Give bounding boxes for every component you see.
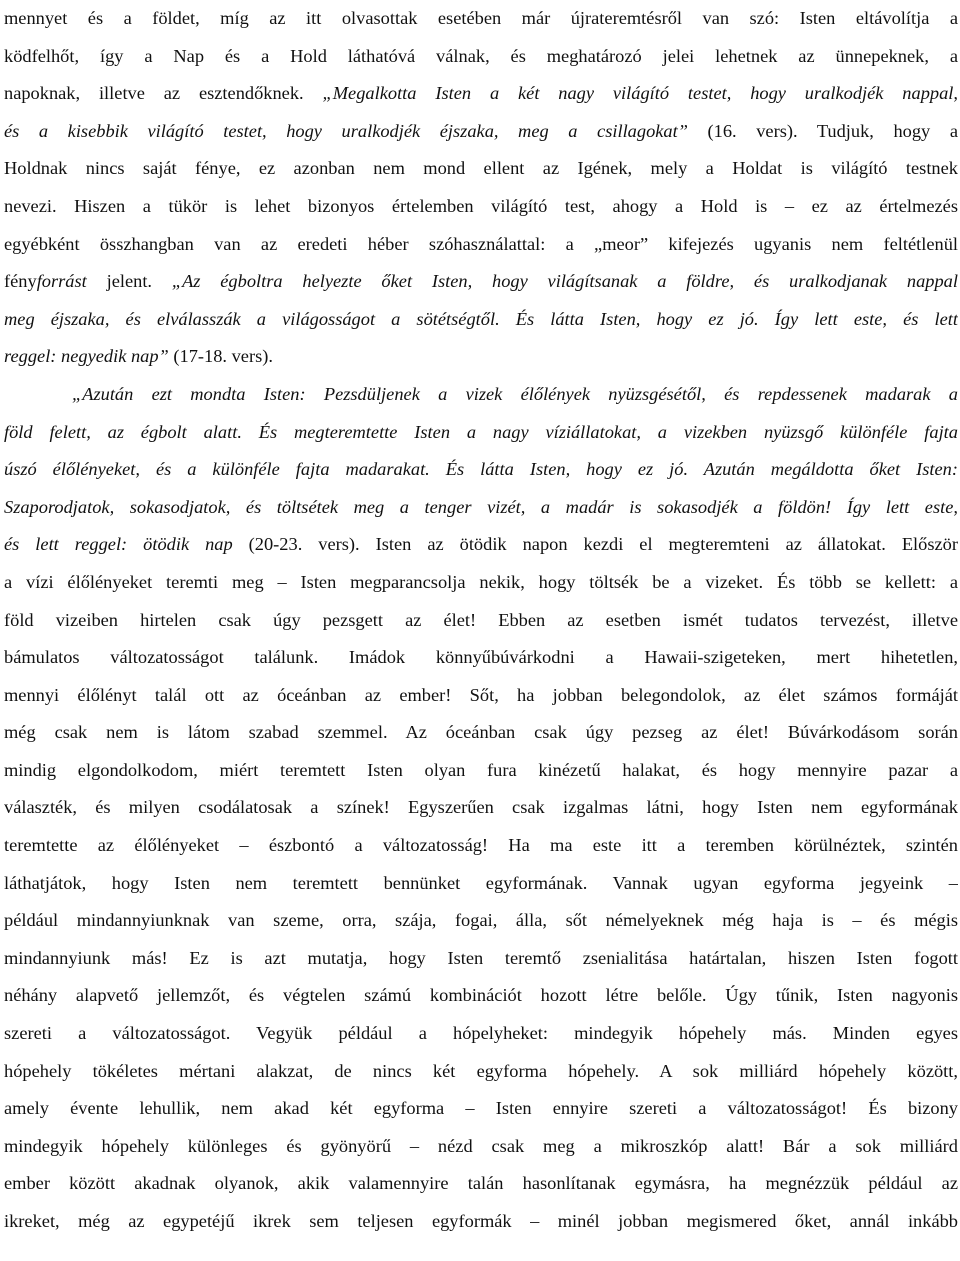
italic-text-segment: reggel: negyedik nap” xyxy=(4,346,169,367)
text-segment: fény xyxy=(4,271,37,292)
italic-text-segment: meg éjszaka, és elválasszák a világosságot a sötétségtől. És látta Isten, hogy ez jó. Így lett este, és lett xyxy=(4,308,958,329)
text-segment: ikreket, még az egypetéjű ikrek sem teljesen egyformák – minél jobban megismered őket, annál inkább xyxy=(4,1211,958,1231)
text-segment: ködfelhőt, így a Nap és a Hold láthatóvá válnak, és meghatározó jelei lehetnek az ünnepeknek, a xyxy=(4,45,958,66)
italic-text-segment: „Megalkotta Isten a két nagy világító testet, hogy uralkodjék nappal, xyxy=(322,83,958,104)
text-line xyxy=(4,489,958,527)
text-line xyxy=(4,564,958,602)
text-line xyxy=(4,602,958,640)
text-segment: mindegyik hópehely különleges és gyönyörű – nézd csak meg a mikroszkóp alatt! Bár a sok milliárd xyxy=(4,1135,958,1156)
text-line xyxy=(4,677,958,715)
text-line xyxy=(4,827,958,865)
italic-text-segment: és a kisebbik világító testet, hogy uralkodjék éjszaka, meg a csillagokat” xyxy=(4,120,688,141)
italic-text-segment: úszó élőlényeket, és a különféle fajta madarakat. És látta Isten, hogy ez jó. Azután megáldotta őket Isten: xyxy=(4,459,958,480)
text-segment: szereti a változatosságot. Vegyük például a hópelyheket: mindegyik hópehely más. Minden egyes xyxy=(4,1023,958,1044)
paragraph-2 xyxy=(4,376,958,1241)
text-line xyxy=(4,1165,958,1203)
text-segment: még csak nem is látom szabad szemmel. Az óceánban csak úgy pezseg az élet! Búvárkodásom során xyxy=(4,722,958,743)
text-line xyxy=(4,1090,958,1128)
text-line xyxy=(4,1203,958,1241)
text-line xyxy=(4,865,958,903)
text-segment: föld vizeiben hirtelen csak úgy pezsgett az élet! Ebben az esetben ismét tudatos tervezést, illetve xyxy=(4,609,958,630)
text-segment: jelent. xyxy=(86,271,172,292)
text-segment: egyébként összhangban van az eredeti héber szóhasználattal: a „meor” kifejezés ugyanis nem feltétlenül xyxy=(4,233,958,254)
text-line xyxy=(4,752,958,790)
text-segment: amely évente lehullik, nem akad két egyforma – Isten ennyire szereti a változatosságot! És bizony xyxy=(4,1098,958,1119)
text-line xyxy=(4,414,958,452)
text-line xyxy=(4,75,958,113)
text-line xyxy=(4,376,958,414)
text-segment: mindannyiunk más! Ez is azt mutatja, hogy Isten teremtő zsenialitása határtalan, hiszen Isten fogott xyxy=(4,947,958,968)
text-line xyxy=(4,714,958,752)
text-line xyxy=(4,1015,958,1053)
document-page xyxy=(4,0,958,1241)
italic-text-segment: „Azután ezt mondta Isten: Pezsdüljenek a vizek élőlények nyüzsgésétől, és repdessenek madarak a xyxy=(72,383,958,404)
italic-text-segment: „Az égboltra helyezte őket Isten, hogy világítsanak a földre, és uralkodjanak nappal xyxy=(171,271,958,292)
text-segment: a vízi élőlényeket teremti meg – Isten megparancsolja nekik, hogy töltsék be a vizeket. És több se kellett: a xyxy=(4,571,958,592)
text-line xyxy=(4,789,958,827)
text-line xyxy=(4,451,958,489)
italic-text-segment: Szaporodjatok, sokasodjatok, és töltsétek meg a tenger vizét, a madár is sokasodjék a földön! Így lett este, xyxy=(4,496,958,517)
italic-text-segment: föld felett, az égbolt alatt. És megteremtette Isten a nagy víziállatokat, a vizekben nyüzsgő különféle fajta xyxy=(4,421,958,442)
italic-text-segment: és lett reggel: ötödik nap xyxy=(4,534,233,555)
text-segment: bámulatos változatosságot találunk. Imádok könnyűbúvárkodni a Hawaii-szigeteken, mert hihetetlen, xyxy=(4,647,958,668)
text-segment: (20-23. vers). Isten az ötödik napon kezdi el megteremteni az állatokat. Először xyxy=(232,534,958,555)
text-line xyxy=(4,977,958,1015)
text-segment: néhány alapvető jellemzőt, és végtelen számú kombinációt hozott létre belőle. Úgy tűnik, Isten nagyonis xyxy=(4,985,958,1006)
italic-text-segment: forrást xyxy=(36,271,87,292)
text-line xyxy=(4,38,958,76)
text-line xyxy=(4,113,958,151)
text-line xyxy=(4,639,958,677)
text-line xyxy=(4,188,958,226)
text-segment: Holdnak nincs saját fénye, ez azonban nem mond ellent az Igének, mely a Holdat is világító testnek xyxy=(4,158,958,179)
text-line xyxy=(4,526,958,564)
text-line xyxy=(4,263,958,301)
text-line xyxy=(4,1053,958,1091)
text-line xyxy=(4,1128,958,1166)
text-segment: mennyi élőlényt talál ott az óceánban az ember! Sőt, ha jobban belegondolok, az élet számos formáját xyxy=(4,684,958,705)
text-segment: hópehely tökéletes mértani alakzat, de nincs két egyforma hópehely. A sok milliárd hópehely között, xyxy=(4,1060,958,1081)
text-segment: láthatjátok, hogy Isten nem teremtett bennünket egyformának. Vannak ugyan egyforma jegyeink – xyxy=(4,872,958,893)
text-segment: napoknak, illetve az esztendőknek. xyxy=(4,83,323,104)
text-segment: (17-18. vers). xyxy=(168,346,273,367)
text-line xyxy=(4,940,958,978)
text-segment: választék, és milyen csodálatosak a színek! Egyszerűen csak izgalmas látni, hogy Isten nem egyformának xyxy=(4,797,958,818)
text-line xyxy=(4,226,958,264)
paragraph-1 xyxy=(4,0,958,376)
text-segment: nevezi. Hiszen a tükör is lehet bizonyos értelemben világító test, ahogy a Hold is – ez az értelmezés xyxy=(4,195,958,216)
text-line xyxy=(4,150,958,188)
text-line xyxy=(4,0,958,38)
text-segment: (16. vers). Tudjuk, hogy a xyxy=(687,120,958,141)
text-segment: ember között akadnak olyanok, akik valamennyire talán hasonlítanak egymásra, ha megnézzük például az xyxy=(4,1173,958,1194)
text-line xyxy=(4,301,958,339)
text-segment: mennyet és a földet, míg az itt olvasottak esetében már újrateremtésről van szó: Isten eltávolítja a xyxy=(4,8,958,28)
text-segment: mindig elgondolkodom, miért teremtett Isten olyan fura kinézetű halakat, és hogy mennyire pazar a xyxy=(4,759,958,780)
text-line xyxy=(4,338,958,376)
text-segment: teremtette az élőlényeket – észbontó a változatosság! Ha ma este itt a teremben körülnéztek, szintén xyxy=(4,835,958,856)
text-line xyxy=(4,902,958,940)
text-segment: például mindannyiunknak van szeme, orra, szája, fogai, álla, sőt némelyeknek még haja is – és mégis xyxy=(4,910,958,931)
